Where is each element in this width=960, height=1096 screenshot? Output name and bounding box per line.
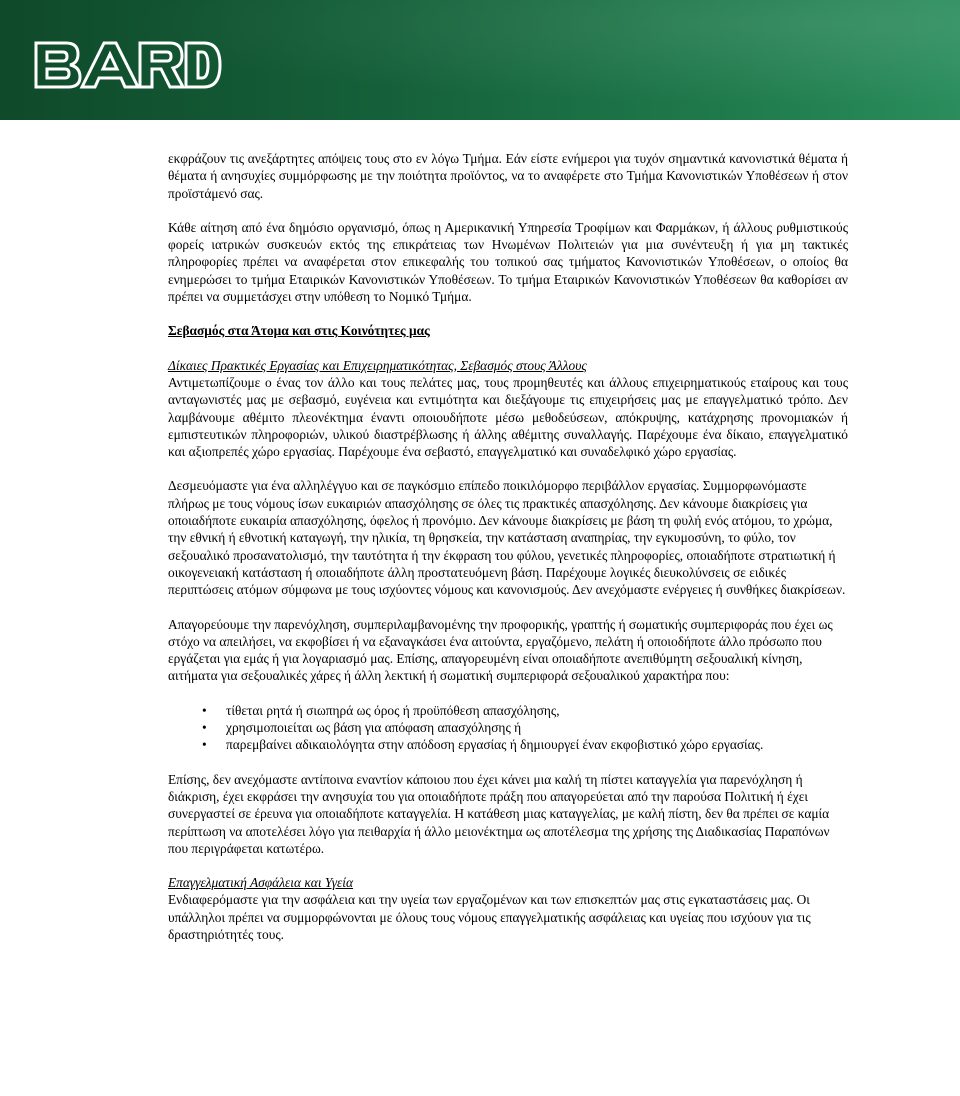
paragraph-harassment: Απαγορεύουμε την παρενόχληση, συμπεριλαμβανομένης την προφορικής, γραπτής ή σωματικής συμπεριφοράς που έχει ως στόχο να απειλήσει, να εκφοβίσει ή να εξαναγκάσει ένα αιτούντα, εργαζόμενο, πελάτη ή οποιοδήποτε άλλο πρόσωπο που εργάζεται για εμάς ή για λογαριασμό μας. Επίσης, απαγορευμένη είναι οποιαδήποτε ανεπιθύμητη σεξουαλική κίνηση, αιτήματα για σεξουαλικές χάρες ή άλλη λεκτική ή σωματική συμπεριφορά σεξουαλικού χαρακτήρα που: [168, 616, 833, 684]
paragraph-fair-practices [168, 357, 848, 461]
subheading-fair-practices: Δίκαιες Πρακτικές Εργασίας και Επιχειρηματικότητας, Σεβασμός στους Άλλους [168, 357, 587, 373]
paragraph-fair-practices-text: Αντιμετωπίζουμε ο ένας τον άλλο και τους πελάτες μας, τους προμηθευτές και άλλους επιχειρηματικούς εταίρους και τους ανταγωνιστές μας με σεβασμό, ευγένεια και εντιμότητα και διεξάγουμε τις επιχειρήσεις μας με επαγγελματικό τρόπο. Δεν λαμβάνουμε αθέμιτο πλεονέκτημα έναντι οποιουδήποτε μέσω μεθοδεύσεων, απόκρυψης, κατάχρησης προνομιακών ή εμπιστευτικών πληροφοριών, υλικού διαστρέβλωσης ή άλλης αθέμιτης συναλλαγής. Παρέχουμε ένα δίκαιο, επαγγελματικό και αξιοπρεπές χώρο εργασίας. Παρέχουμε ένα σεβαστό, επαγγελματικό και συναδελφικό χώρο εργασίας. [168, 374, 848, 460]
document-body [168, 150, 848, 960]
bard-logo [32, 39, 222, 91]
paragraph-diversity: Δεσμευόμαστε για ένα αλληλέγγυο και σε παγκόσμιο επίπεδο ποικιλόμορφο περιβάλλον εργασίας. Συμμορφωνόμαστε πλήρως με τους νόμους ίσων ευκαιριών απασχόλησης σε όλες τις πρακτικές απασχόλησης. Δεν κάνουμε διακρίσεις για οποιαδήποτε ευκαιρία απασχόλησης, όφελος ή προνόμιο. Δεν κάνουμε διακρίσεις με βάση τη φυλή ενός ατόμου, το χρώμα, την εθνική ή εθνοτική καταγωγή, την ηλικία, τη θρησκεία, την κατάσταση αναπηρίας, την εγκυμοσύνη, το φύλο, τον σεξουαλικό προσανατολισμό, την ταυτότητα ή την έκφραση του φύλου, γενετικές πληροφορίες, οποιαδήποτε στρατιωτική ή οικογενειακή κατάσταση ή οποιαδήποτε άλλη προστατευόμενη βάση. Παρέχουμε λογικές διευκολύνσεις σε ειδικές περιπτώσεις ατόμων σύμφωνα με τους ισχύοντες νόμους και κανονισμούς. Δεν ανεχόμαστε ενέργειες ή συνθήκες διακρίσεων. [168, 478, 846, 598]
list-item: • παρεμβαίνει αδικαιολόγητα στην απόδοση εργασίας ή δημιουργεί έναν εκφοβιστικό χώρο εργασίας. [202, 737, 764, 753]
paragraph-retaliation: Επίσης, δεν ανεχόμαστε αντίποινα εναντίον κάποιου που έχει κάνει μια καλή τη πίστει καταγγελία για παρενόχληση ή διάκριση, έχει εκφράσει την ανησυχία του για οποιαδήποτε πράξη που απαγορεύεται από την παρούσα Πολιτική ή έχει συνεργαστεί σε έρευνα για οποιαδήποτε καταγγελία. Η κατάθεση μιας καταγγελίας, με καλή πίστη, δεν θα πρέπει σε καμία περίπτωση να αποτελέσει λόγο για πειθαρχία ή άλλο μειονέκτημα ως αποτέλεσμα της χρήσης της Διαδικασίας Παραπόνων που περιγράφεται κατωτέρω. [168, 771, 830, 856]
paragraph-safety-text: Ενδιαφερόμαστε για την ασφάλεια και την υγεία των εργαζομένων και των επισκεπτών μας στις εγκαταστάσεις μας. Οι υπάλληλοι πρέπει να συμμορφώνονται με όλους τους νόμους επαγγελματικής ασφάλειας και υγείας που ισχύουν για τις δραστηριότητές τους. [168, 892, 811, 942]
bullet-icon: • [202, 702, 207, 718]
bullet-icon: • [202, 720, 207, 736]
list-item: • τίθεται ρητά ή σιωπηρά ως όρος ή προϋπόθεση απασχόλησης, [202, 702, 560, 718]
list-item: • χρησιμοποιείται ως βάση για απόφαση απασχόλησης ή [202, 720, 522, 736]
header-banner [0, 0, 960, 120]
paragraph-compliance-reporting: εκφράζουν τις ανεξάρτητες απόψεις τους στο εν λόγω Τμήμα. Εάν είστε ενήμεροι για τυχόν σημαντικά κανονιστικά θέματα ή θέματα ή ανησυχίες συμμόρφωσης με την ποιότητα προϊόντος, να το αναφέρετε στο Τμήμα Κανονιστικών Υποθέσεων ή στον προϊστάμενό σας. [168, 151, 848, 201]
subheading-safety: Επαγγελματική Ασφάλεια και Υγεία [168, 875, 354, 891]
paragraph-safety [168, 874, 848, 943]
bullet-icon: • [202, 737, 207, 753]
section-title-respect: Σεβασμός στα Άτομα και στις Κοινότητες μας [168, 323, 430, 339]
paragraph-agency-requests: Κάθε αίτηση από ένα δημόσιο οργανισμό, όπως η Αμερικανική Υπηρεσία Τροφίμων και Φαρμάκων, ή άλλους ρυθμιστικούς φορείς ιατρικών συσκευών εκτός της επικράτειας των Ηνωμένων Πολιτειών για μια συνέντευξη ή για μη τακτικές πληροφορίες πρέπει να αναφέρεται στον επικεφαλής του τοπικού σας τμήματος Κανονιστικών Υποθέσεων, ο οποίος θα ενημερώσει το τμήμα Εταιρικών Κανονιστικών Υποθέσεων. Το τμήμα Εταιρικών Κανονιστικών Υποθέσεων θα καθορίσει αν πρέπει να συμμετάσχει στην υπόθεση το Νομικό Τμήμα. [168, 219, 848, 305]
harassment-conditions-list [168, 702, 848, 754]
